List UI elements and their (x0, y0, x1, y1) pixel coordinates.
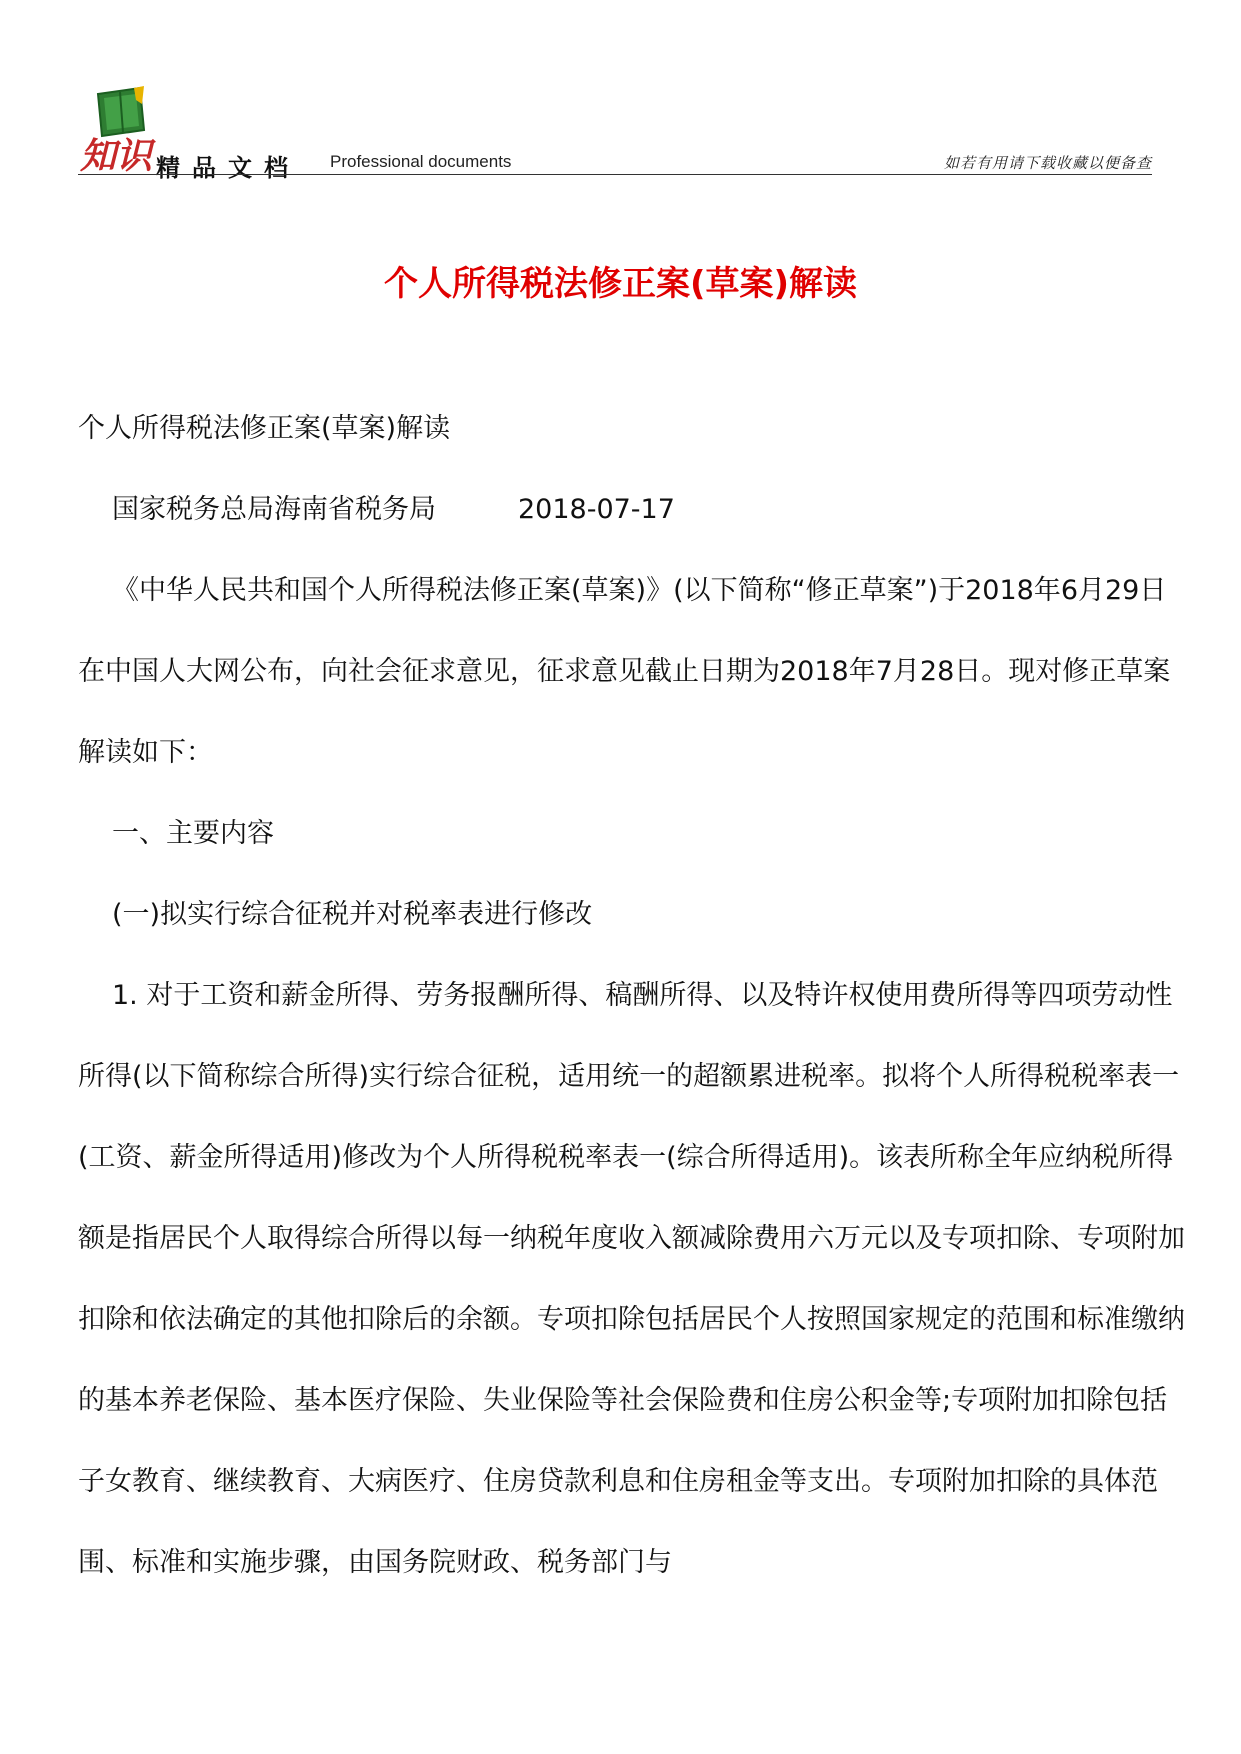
header-divider (78, 174, 1152, 175)
brand-name-cn: 精品文档 (156, 153, 300, 182)
document-title: 个人所得税法修正案(草案)解读 (383, 264, 858, 304)
intro-paragraph: 《中华人民共和国个人所得税法修正案(草案)》(以下简称“修正草案”)于2018年6月29日在中国人大网公布，向社会征求意见，征求意见截止日期为2018年7月28日。现对修正草案解读如下： (78, 575, 1171, 768)
publish-date: 2018-07-17 (518, 494, 675, 525)
source-name: 国家税务总局海南省税务局 (112, 494, 436, 525)
body-paragraph: 1. 对于工资和薪金所得、劳务报酬所得、稿酬所得、以及特许权使用费所得等四项劳动性所得(以下简称综合所得)实行综合征税，适用统一的超额累进税率。拟将个人所得税税率表一(工资、薪金所得适用)修改为个人所得税税率表一(综合所得适用)。该表所称全年应纳税所得额是指居民个人取得综合所得以每一纳税年度收入额减除费用六万元以及专项扣除、专项附加扣除和依法确定的其他扣除后的余额。专项扣除包括居民个人按照国家规定的范围和标准缴纳的基本养老保险、基本医疗保险、失业保险等社会保险费和住房公积金等;专项附加扣除包括子女教育、继续教育、大病医疗、住房贷款利息和住房租金等支出。专项附加扣除的具体范围、标准和实施步骤，由国务院财政、税务部门与 (78, 980, 1185, 1578)
section-heading: 一、主要内容 (112, 818, 274, 849)
subsection-heading: (一)拟实行综合征税并对税率表进行修改 (112, 899, 593, 930)
header-note: 如若有用请下载收藏以便备查 (943, 154, 1152, 172)
source-line (78, 469, 1190, 550)
subtitle: 个人所得税法修正案(草案)解读 (78, 413, 451, 444)
brand-name-en: Professional documents (330, 152, 512, 171)
page-header (78, 86, 1152, 182)
logo-text: 知识 (80, 135, 153, 176)
book-logo-icon (78, 86, 168, 176)
document-body (78, 388, 1190, 1603)
